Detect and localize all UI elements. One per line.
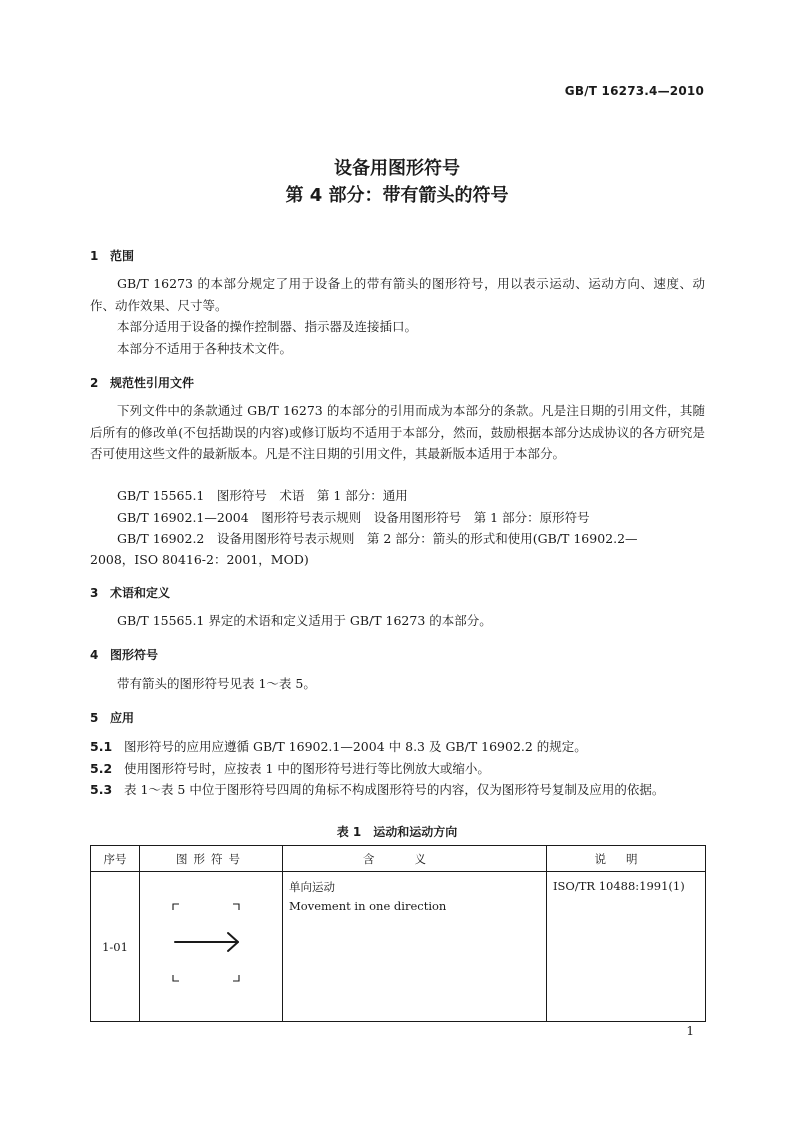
meaning-cn: 单向运动 [289,880,335,894]
section-1-para-1: GB/T 16273 的本部分规定了用于设备上的带有箭头的图形符号，用以表示运动、运动方向、速度、动作、动作效果、尺寸等。 [90,276,705,313]
note-cell: ISO/TR 10488:1991(1) [547,872,706,1022]
section-1-para-2: 本部分适用于设备的操作控制器、指示器及连接插口。 [117,319,418,334]
section-1-heading: 1 范围 [90,249,135,263]
corner-mark-top-left [173,904,179,910]
symbol-cell [140,872,283,1022]
document-title: 设备用图形符号 [334,158,460,179]
section-3-heading: 3 术语和定义 [90,586,171,600]
section-2-heading: 2 规范性引用文件 [90,376,195,390]
table-row [91,872,706,1022]
row-id: 1-01 [91,872,140,1022]
col-header-symbol: 图形符号 [140,846,283,872]
symbol-table [90,845,706,1022]
clause-5-2: 5.2 使用图形符号时，应按表 1 中的图形符号进行等比例放大或缩小。 [90,761,490,776]
col-header-id: 序号 [91,846,140,872]
section-1-para-3: 本部分不适用于各种技术文件。 [117,341,293,356]
corner-mark-top-right [233,904,239,910]
clause-5-1: 5.1 图形符号的应用应遵循 GB/T 16902.1—2004 中 8.3 及 GB/T 16902.2 的规定。 [90,739,587,754]
section-3-para-1: GB/T 15565.1 界定的术语和定义适用于 GB/T 16273 的本部分。 [117,613,492,628]
section-4-para-1: 带有箭头的图形符号见表 1～表 5。 [117,676,316,691]
reference-3-cont: 2008，ISO 80416-2：2001，MOD) [90,552,309,567]
reference-3: GB/T 16902.2 设备用图形符号表示规则 第 2 部分：箭头的形式和使用(GB/T 16902.2— [117,531,638,546]
meaning-en: Movement in one direction [289,899,447,913]
section-2-para-1: 下列文件中的条款通过 GB/T 16273 的本部分的引用而成为本部分的条款。凡是注日期的引用文件，其随后所有的修改单(不包括勘误的内容)或修订版均不适用于本部分，然而，鼓励根据本部分达成协议的各方研究是否可使用这些文件的最新版本。凡是不注日期的引用文件，其最新版本适用于本部分。 [90,403,705,461]
section-4-heading: 4 图形符号 [90,648,159,662]
document-subtitle: 第 4 部分：带有箭头的符号 [285,185,509,206]
corner-mark-bottom-left [173,975,179,981]
meaning-cell [283,872,547,1022]
reference-1: GB/T 15565.1 图形符号 术语 第 1 部分：通用 [117,488,408,503]
standard-code: GB/T 16273.4—2010 [564,84,704,98]
page-number: 1 [686,1024,694,1038]
col-header-meaning: 含义 [283,846,547,872]
col-header-note: 说明 [547,846,706,872]
table-header-row [91,846,706,872]
right-arrow-icon [140,872,283,1018]
reference-2: GB/T 16902.1—2004 图形符号表示规则 设备用图形符号 第 1 部分：原形符号 [117,510,590,525]
corner-mark-bottom-right [233,975,239,981]
table-title: 表 1 运动和运动方向 [336,825,458,839]
clause-5-3: 5.3 表 1～表 5 中位于图形符号四周的角标不构成图形符号的内容，仅为图形符号复制及应用的依据。 [90,782,665,797]
section-5-heading: 5 应用 [90,711,135,725]
